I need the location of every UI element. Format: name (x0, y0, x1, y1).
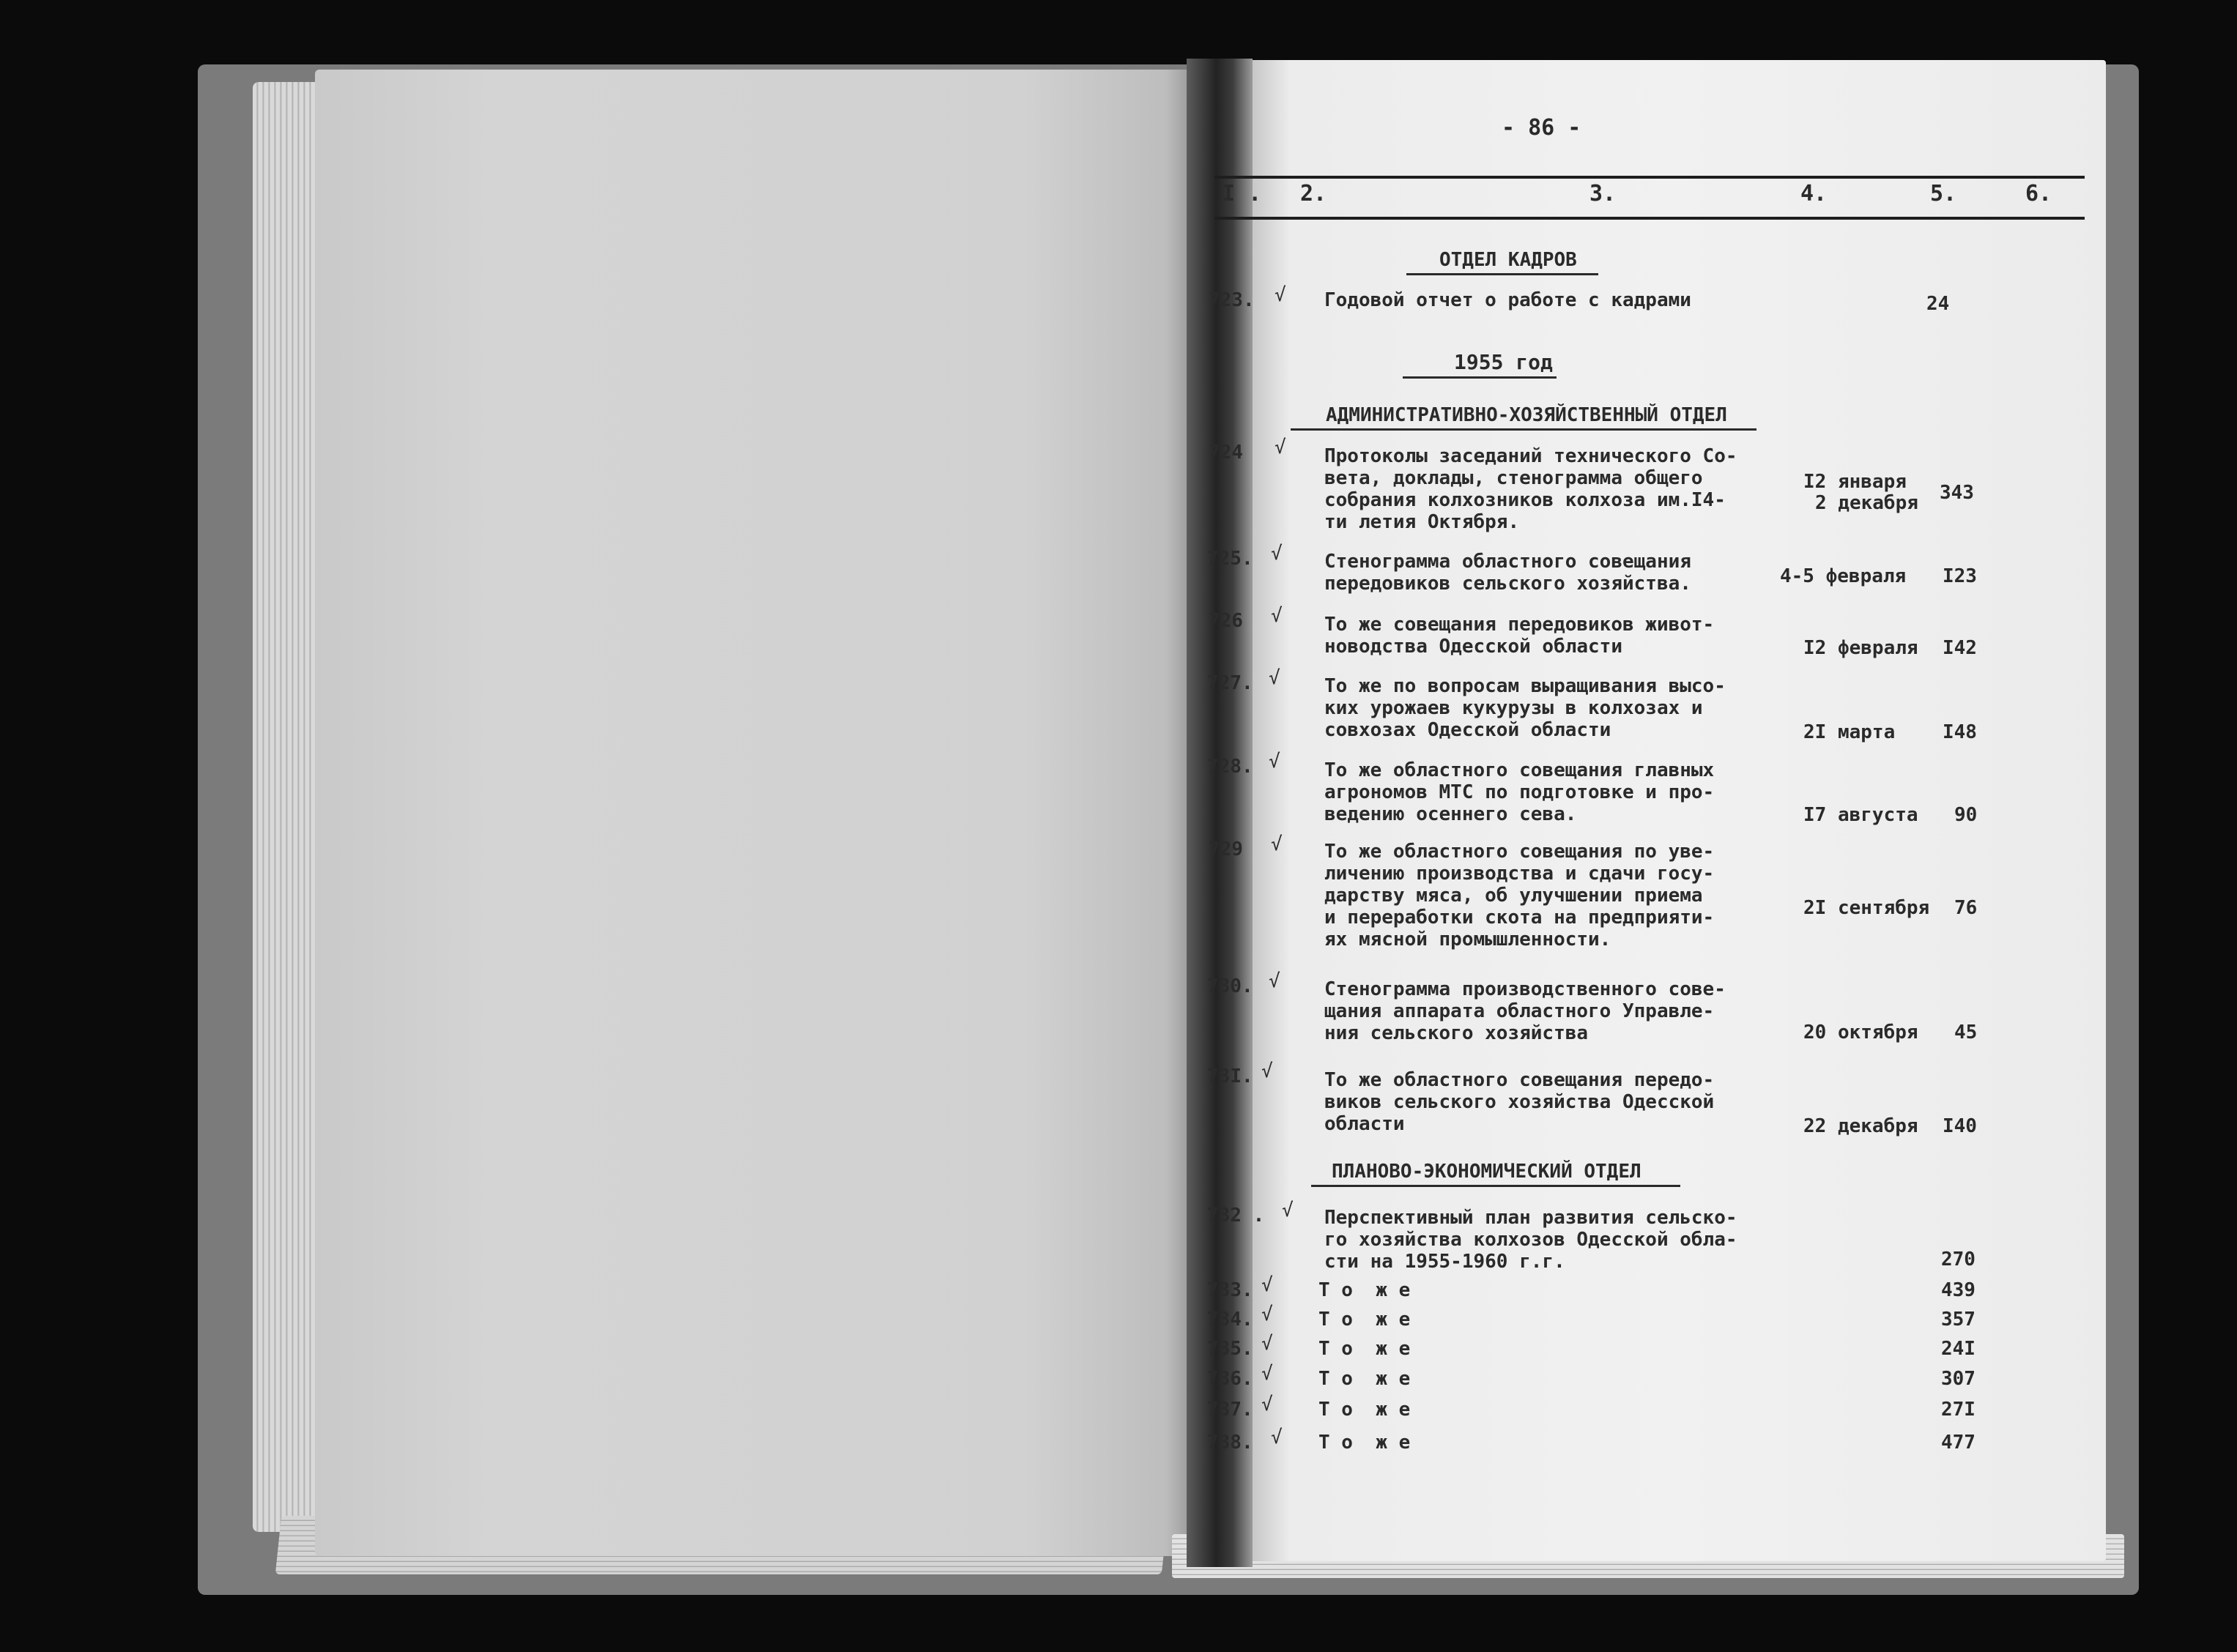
entry-737-number: 737. (1207, 1399, 1253, 1421)
year-heading: 1955 год (1454, 350, 1553, 374)
entry-731-title-line-1: То же областного совещания передо- (1324, 1069, 1715, 1091)
entry-733-title: Т о ж е (1318, 1279, 1411, 1301)
entry-728-count: 90 (1954, 804, 1978, 826)
section-underline-aho (1291, 428, 1756, 431)
entry-724-check: √ (1275, 436, 1286, 458)
section-underline-kadry (1406, 273, 1598, 275)
entry-732-number: 732 . (1207, 1205, 1265, 1227)
entry-736-title: Т о ж е (1318, 1368, 1411, 1390)
entry-727-title-line-2: ких урожаев кукурузы в колхозах и (1324, 697, 1703, 719)
entry-725-check: √ (1271, 543, 1283, 565)
entry-731-title-line-3: области (1324, 1113, 1405, 1135)
entry-727-date: 2I марта (1803, 721, 1896, 743)
entry-730-count: 45 (1954, 1022, 1978, 1043)
entry-735-title: Т о ж е (1318, 1338, 1411, 1360)
entry-724-title-line-2: вета, доклады, стенограмма общего (1324, 467, 1703, 489)
entry-732-title-line-2: го хозяйства колхозов Одесской обла- (1324, 1229, 1737, 1251)
entry-734-check: √ (1261, 1303, 1273, 1325)
entry-731-title-line-2: виков сельского хозяйства Одесской (1324, 1091, 1715, 1113)
entry-730-date: 20 октября (1803, 1022, 1918, 1043)
entry-726-date: I2 февраля (1803, 637, 1918, 659)
entry-735-count: 24I (1941, 1338, 1976, 1360)
entry-725-count: I23 (1943, 565, 1977, 587)
entry-723-count: 24 (1926, 293, 1950, 315)
entry-723-title: Годовой отчет о работе с кадрами (1324, 289, 1691, 311)
entry-731-check: √ (1261, 1060, 1273, 1082)
section-heading-aho: АДМИНИСТРАТИВНО-ХОЗЯЙСТВЕННЫЙ ОТДЕЛ (1326, 404, 1727, 426)
entry-726-number: 726 (1209, 610, 1243, 632)
entry-737-count: 27I (1941, 1399, 1976, 1421)
entry-725-number: 725. (1207, 548, 1253, 570)
entry-736-check: √ (1261, 1363, 1273, 1385)
column-header-2: 2. (1300, 181, 1327, 206)
column-header-3: 3. (1589, 181, 1617, 206)
entry-728-date: I7 августа (1803, 804, 1918, 826)
entry-724-count: 343 (1940, 482, 1974, 504)
entry-732-check: √ (1282, 1199, 1294, 1221)
entry-726-check: √ (1271, 605, 1283, 627)
entry-726-title-line-2: новодства Одесской области (1324, 636, 1622, 658)
entry-738-title: Т о ж е (1318, 1432, 1411, 1454)
entry-726-count: I42 (1943, 637, 1977, 659)
entry-730-number: 730. (1207, 975, 1253, 997)
entry-724-date-end: 2 декабря (1815, 492, 1918, 514)
entry-736-number: 736. (1207, 1368, 1253, 1390)
entry-730-title-line-2: щания аппарата областного Управле- (1324, 1000, 1715, 1022)
entry-724-date-start: I2 января (1803, 471, 1907, 493)
entry-733-count: 439 (1941, 1279, 1976, 1301)
entry-729-number: 729 (1209, 838, 1243, 860)
section-heading-kadry: ОТДЕЛ КАДРОВ (1439, 249, 1577, 271)
entry-727-title-line-3: совхозах Одесской области (1324, 719, 1611, 741)
entry-730-title-line-1: Стенограмма производственного сове- (1324, 978, 1726, 1000)
entry-724-number: 724 (1209, 442, 1243, 464)
entry-724-title-line-3: собрания колхозников колхоза им.I4- (1324, 489, 1726, 511)
entry-729-count: 76 (1954, 897, 1978, 919)
entry-730-check: √ (1269, 970, 1280, 992)
entry-723-check: √ (1275, 284, 1286, 306)
left-page (315, 70, 1201, 1556)
entry-737-check: √ (1261, 1394, 1273, 1415)
year-underline (1403, 376, 1557, 379)
entry-734-number: 734. (1207, 1309, 1253, 1331)
entry-728-check: √ (1269, 751, 1280, 773)
entry-728-title-line-1: То же областного совещания главных (1324, 759, 1715, 781)
column-header-1: I . (1222, 181, 1262, 206)
entry-728-title-line-3: ведению осеннего сева. (1324, 803, 1577, 825)
column-header-4: 4. (1800, 181, 1828, 206)
entry-725-date: 4-5 февраля (1780, 565, 1907, 587)
entry-732-title-line-3: сти на 1955-1960 г.г. (1324, 1251, 1565, 1273)
column-header-6: 6. (2025, 181, 2052, 206)
entry-738-number: 738. (1207, 1432, 1253, 1454)
entry-738-check: √ (1271, 1426, 1283, 1448)
entry-731-number: 73I. (1207, 1065, 1253, 1087)
entry-728-number: 728. (1207, 756, 1253, 778)
entry-729-check: √ (1271, 833, 1283, 855)
table-header-top-rule (1214, 176, 2085, 179)
entry-734-count: 357 (1941, 1309, 1976, 1331)
page-number: - 86 - (1502, 115, 1581, 141)
section-heading-peo: ПЛАНОВО-ЭКОНОМИЧЕСКИЙ ОТДЕЛ (1332, 1161, 1641, 1183)
entry-732-title-line-1: Перспективный план развития сельско- (1324, 1207, 1737, 1229)
entry-730-title-line-3: ния сельского хозяйства (1324, 1022, 1589, 1044)
entry-723-number: 723. (1209, 289, 1255, 311)
entry-729-title-line-5: ях мясной промышленности. (1324, 929, 1611, 950)
entry-729-title-line-4: и переработки скота на предприяти- (1324, 907, 1715, 929)
entry-733-number: 733. (1207, 1279, 1253, 1301)
entry-733-check: √ (1261, 1274, 1273, 1296)
entry-725-title-line-2: передовиков сельского хозяйства. (1324, 573, 1691, 595)
entry-725-title-line-1: Стенограмма областного совещания (1324, 551, 1691, 573)
entry-735-number: 735. (1207, 1338, 1253, 1360)
entry-731-date: 22 декабря (1803, 1115, 1918, 1137)
entry-737-title: Т о ж е (1318, 1399, 1411, 1421)
entry-731-count: I40 (1943, 1115, 1977, 1137)
entry-728-title-line-2: агрономов МТС по подготовке и про- (1324, 781, 1715, 803)
entry-727-number: 727. (1207, 672, 1253, 694)
entry-729-date: 2I сентября (1803, 897, 1930, 919)
entry-727-check: √ (1269, 667, 1280, 689)
entry-734-title: Т о ж е (1318, 1309, 1411, 1331)
column-header-5: 5. (1930, 181, 1957, 206)
entry-735-check: √ (1261, 1333, 1273, 1355)
entry-729-title-line-3: дарству мяса, об улучшении приема (1324, 885, 1703, 907)
table-header-bottom-rule (1214, 217, 2085, 220)
entry-727-count: I48 (1943, 721, 1977, 743)
entry-724-title-line-4: ти летия Октября. (1324, 511, 1520, 533)
entry-727-title-line-1: То же по вопросам выращивания высо- (1324, 675, 1726, 697)
entry-732-count: 270 (1941, 1249, 1976, 1270)
entry-726-title-line-1: То же совещания передовиков живот- (1324, 614, 1715, 636)
entry-736-count: 307 (1941, 1368, 1976, 1390)
section-underline-peo (1311, 1185, 1680, 1187)
entry-724-title-line-1: Протоколы заседаний технического Со- (1324, 445, 1737, 467)
entry-729-title-line-1: То же областного совещания по уве- (1324, 841, 1715, 863)
entry-738-count: 477 (1941, 1432, 1976, 1454)
entry-729-title-line-2: личению производства и сдачи госу- (1324, 863, 1715, 885)
